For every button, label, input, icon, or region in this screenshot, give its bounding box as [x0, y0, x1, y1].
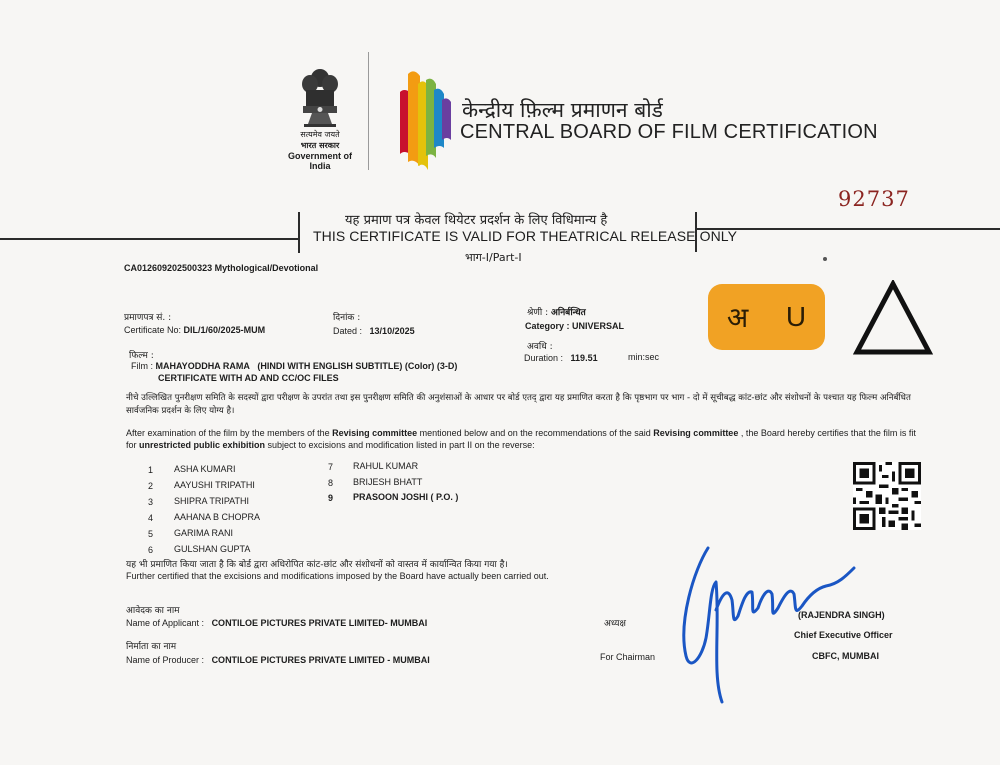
chairman-label: For Chairman — [600, 652, 656, 662]
part-label: भाग-I/Part-I — [465, 251, 522, 264]
gov-hindi: भारत सरकार — [300, 141, 340, 150]
ink-dot — [823, 257, 827, 261]
film-certificate-note: CERTIFICATE WITH AD AND CC/OC FILES — [158, 373, 339, 383]
exam-text-1: After examination of the film by the members of the — [126, 428, 333, 438]
signatory-title: Chief Executive Officer — [794, 630, 893, 640]
film-label-hindi: फिल्म : — [129, 351, 154, 361]
exam-text-3: , the Board hereby certifies that the film is fit for — [126, 428, 916, 450]
exam-bold-3: unrestricted public exhibition — [139, 440, 266, 450]
producer-label-hindi: निर्माता का नाम — [126, 642, 177, 652]
member-name: RAHUL KUMAR — [353, 461, 419, 471]
rating-english: U — [785, 301, 807, 332]
exam-text-2: mentioned below and on the recommendations of the said — [417, 428, 654, 438]
chairman-label-hindi: अध्यक्ष — [604, 619, 626, 629]
banner-line-left-tick — [298, 212, 300, 253]
validity-english: THIS CERTIFICATE IS VALID FOR THEATRICAL RELEASE ONLY — [313, 228, 738, 244]
cert-no-label-hindi: प्रमाणपत्र सं. : — [124, 313, 172, 323]
examination-english — [126, 427, 916, 451]
member-name: AAHANA B CHOPRA — [174, 512, 261, 522]
board-name-english: CENTRAL BOARD OF FILM CERTIFICATION — [460, 121, 878, 143]
category-label-hindi: श्रेणी : — [527, 308, 549, 318]
applicant-label-hindi: आवेदक का नाम — [126, 606, 180, 616]
cert-no-row — [124, 325, 265, 335]
category-row — [525, 321, 624, 331]
signature-icon — [650, 530, 860, 710]
exam-text-4: subject to excisions and modification listed in part II on the reverse: — [265, 440, 535, 450]
member-name: PRASOON JOSHI ( P.O. ) — [353, 492, 459, 502]
duration-unit: min:sec — [628, 352, 660, 362]
cert-no-label: Certificate No: — [124, 325, 182, 335]
member-name: BRIJESH BHATT — [353, 477, 423, 487]
serial-number: 92737 — [838, 187, 910, 211]
duration-value: 119.51 — [570, 353, 598, 363]
date-label: Dated : — [333, 326, 363, 336]
producer-label: Name of Producer : — [126, 655, 205, 665]
cert-no-value: DIL/1/60/2025-MUM — [183, 325, 266, 335]
member-no: 4 — [148, 513, 154, 523]
producer-row — [126, 655, 430, 665]
film-row — [131, 361, 457, 371]
category-label: Category : — [525, 321, 570, 331]
member-no: 6 — [148, 545, 154, 555]
applicant-value: CONTILOE PICTURES PRIVATE LIMITED- MUMBAI — [211, 618, 428, 628]
date-row — [333, 326, 415, 336]
board-name-hindi: केन्द्रीय फ़िल्म प्रमाणन बोर्ड — [462, 98, 663, 122]
member-no: 2 — [148, 481, 154, 491]
signatory-name: (RAJENDRA SINGH) — [798, 610, 885, 620]
member-name: AAYUSHI TRIPATHI — [174, 480, 255, 490]
emblem-motto: सत्यमेव जयते — [300, 130, 340, 139]
member-name: GARIMA RANI — [174, 528, 234, 538]
lion-capital-icon — [298, 66, 342, 128]
category-value-hindi: अनिर्बन्धित — [550, 308, 586, 318]
film-label: Film : — [131, 361, 153, 371]
category-hindi-row — [527, 305, 586, 318]
rating-badge — [708, 284, 825, 350]
further-hindi: यह भी प्रमाणित किया जाता है कि बोर्ड द्वारा अधिरोपित कांट-छांट और संशोधनों को वास्तव में कार्यान्वित किया गया है। — [126, 560, 508, 570]
member-no: 9 — [328, 493, 334, 503]
triangle-icon — [853, 280, 933, 356]
national-emblem — [285, 66, 355, 170]
exam-bold-1: Revising committee — [332, 428, 418, 438]
gov-english: Government of India — [287, 151, 352, 171]
banner-line-right — [697, 228, 1000, 230]
member-name: SHIPRA TRIPATHI — [174, 496, 250, 506]
qr-code-icon — [853, 462, 921, 530]
banner-line-left — [0, 238, 298, 240]
duration-label: Duration : — [524, 353, 564, 363]
category-value: UNIVERSAL — [572, 321, 625, 331]
further-english: Further certified that the excisions and modifications imposed by the Board have actually been carried out. — [126, 571, 549, 581]
producer-value: CONTILOE PICTURES PRIVATE LIMITED - MUMBAI — [211, 655, 430, 665]
duration-row — [524, 353, 598, 363]
member-no: 7 — [328, 462, 334, 472]
date-label-hindi: दिनांक : — [333, 313, 361, 323]
member-no: 5 — [148, 529, 154, 539]
member-no: 1 — [148, 465, 154, 475]
member-no: 3 — [148, 497, 154, 507]
signatory-office: CBFC, MUMBAI — [812, 651, 879, 661]
applicant-row — [126, 618, 427, 628]
film-title: MAHAYODDHA RAMA — [155, 361, 250, 371]
member-name: ASHA KUMARI — [174, 464, 236, 474]
examination-hindi: नीचे उल्लिखित पुनरीक्षण समिति के सदस्यों द्वारा परीक्षण के उपरांत तथा इस पुनरीक्षण समिति की अनुशंसाओं के आधार पर बोर्ड एतद् द्वारा यह प्रमाणित करता है कि पृष्ठभाग पर भाग - दो में सूचीबद्ध कांट-छांट और संशोधनों के पश्चात यह फिल्म अनिर्बंधित सार्वजनिक प्रदर्शन के लिए योग्य है। — [126, 393, 911, 416]
duration-label-hindi: अवधि : — [527, 342, 553, 352]
header-divider — [368, 52, 369, 170]
date-value: 13/10/2025 — [369, 326, 415, 336]
validity-hindi: यह प्रमाण पत्र केवल थियेटर प्रदर्शन के लिए विधिमान्य है — [345, 213, 608, 228]
rating-hindi: अ — [726, 301, 749, 334]
member-name: GULSHAN GUPTA — [174, 544, 251, 554]
member-no: 8 — [328, 478, 334, 488]
cbfc-logo-icon — [396, 62, 454, 172]
exam-bold-2: Revising committee — [653, 428, 739, 438]
reference-number: CA012609202500323 Mythological/Devotional — [124, 263, 319, 273]
film-language-note: (HINDI WITH ENGLISH SUBTITLE) (Color) (3-D) — [257, 361, 458, 371]
applicant-label: Name of Applicant : — [126, 618, 205, 628]
